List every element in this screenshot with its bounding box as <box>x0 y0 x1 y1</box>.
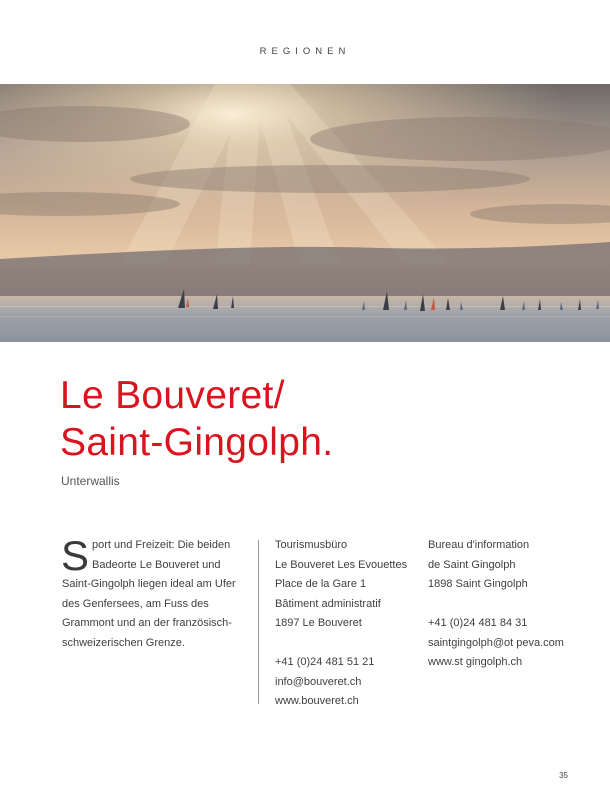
office-name: Tourismusbüro <box>275 539 348 551</box>
email-link[interactable]: info@bouveret.ch <box>275 675 362 688</box>
office-name: Bureau d'information <box>428 539 530 551</box>
contact-bouveret <box>275 536 407 712</box>
section-label: REGIONEN <box>259 46 351 57</box>
region-subtitle: Unterwallis <box>61 474 120 488</box>
website-link[interactable]: www.st gingolph.ch <box>428 656 523 668</box>
address-line: 1897 Le Bouveret <box>275 617 362 629</box>
phone-number: +41 (0)24 481 51 21 <box>275 656 375 668</box>
email-link[interactable]: saintgingolph@ot peva.com <box>428 636 564 649</box>
phone-number: +41 (0)24 481 84 31 <box>428 617 528 629</box>
address-line: Place de la Gare 1 <box>275 578 367 590</box>
address-line: Le Bouveret Les Evouettes <box>275 558 408 571</box>
title-line-1: Le Bouveret/ <box>60 374 285 417</box>
column-divider <box>258 540 259 704</box>
address-line: 1898 Saint Gingolph <box>428 578 528 590</box>
address-line: Bâtiment administratif <box>275 597 381 610</box>
title-line-2: Saint-Gingolph. <box>60 421 334 464</box>
hero-photo <box>0 84 610 342</box>
article-title <box>60 372 333 466</box>
contact-saint-gingolph <box>428 536 564 673</box>
page-number: 35 <box>559 771 568 780</box>
intro-paragraph <box>61 532 248 653</box>
drop-cap: S <box>61 532 90 579</box>
address-line: de Saint Gingolph <box>428 558 516 571</box>
website-link[interactable]: www.bouveret.ch <box>275 695 359 707</box>
intro-text: port und Freizeit: Die beiden Badeorte Le Bouveret und Saint-Gingolph liegen ideal am Ufer des Genfersees, am Fuss des Grammont und an der französisch-schweizerischen Grenze. <box>62 539 236 649</box>
